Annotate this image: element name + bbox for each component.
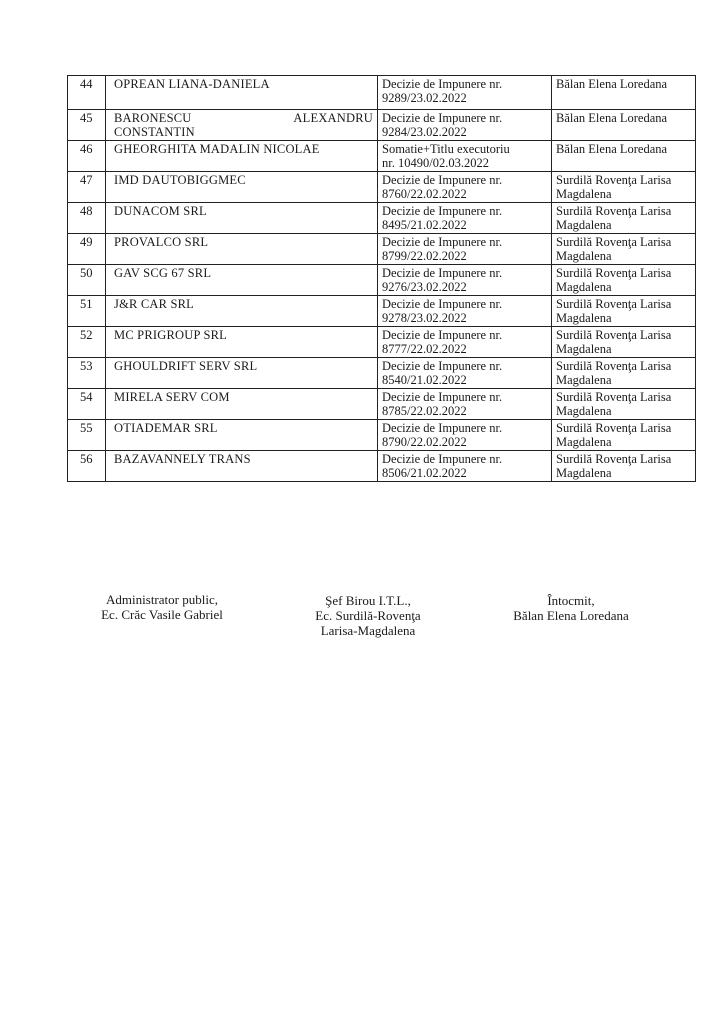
signature-name: Ec. Crăc Vasile Gabriel bbox=[101, 607, 223, 622]
document-reference-line: 8790/22.02.2022 bbox=[382, 435, 467, 449]
responsible-person bbox=[552, 141, 696, 172]
taxpayer-name: IMD DAUTOBIGGMEC bbox=[106, 172, 378, 203]
signature-administrator bbox=[82, 592, 242, 622]
responsible-person-line: Magdalena bbox=[556, 280, 612, 294]
taxpayer-name: GAV SCG 67 SRL bbox=[106, 265, 378, 296]
row-number: 54 bbox=[68, 389, 106, 420]
document-reference-line: Decizie de Impunere nr. bbox=[382, 173, 503, 187]
responsible-person-line: Surdilă Rovenţa Larisa bbox=[556, 452, 672, 466]
taxpayer-name: OTIADEMAR SRL bbox=[106, 420, 378, 451]
document-reference bbox=[378, 172, 552, 203]
table-row bbox=[68, 296, 696, 327]
taxpayers-table-body bbox=[68, 76, 696, 482]
responsible-person bbox=[552, 265, 696, 296]
table-row bbox=[68, 76, 696, 110]
table-row bbox=[68, 420, 696, 451]
row-number: 46 bbox=[68, 141, 106, 172]
taxpayer-name: MC PRIGROUP SRL bbox=[106, 327, 378, 358]
signature-title: Întocmit, bbox=[547, 593, 595, 608]
table-row bbox=[68, 203, 696, 234]
responsible-person bbox=[552, 451, 696, 482]
document-reference-line: 8506/21.02.2022 bbox=[382, 466, 467, 480]
responsible-person-line: Surdilă Rovenţa Larisa bbox=[556, 359, 672, 373]
table-row bbox=[68, 265, 696, 296]
responsible-person bbox=[552, 358, 696, 389]
document-reference-line: Somatie+Titlu executoriu bbox=[382, 142, 510, 156]
taxpayer-name: PROVALCO SRL bbox=[106, 234, 378, 265]
taxpayer-name: OPREAN LIANA-DANIELA bbox=[106, 76, 378, 110]
row-number: 52 bbox=[68, 327, 106, 358]
document-reference bbox=[378, 451, 552, 482]
document-reference-line: 8540/21.02.2022 bbox=[382, 373, 467, 387]
signature-name: Ec. Surdilă-Rovenţa bbox=[315, 608, 421, 623]
document-reference bbox=[378, 265, 552, 296]
row-number: 44 bbox=[68, 76, 106, 110]
responsible-person-line: Surdilă Rovenţa Larisa bbox=[556, 328, 672, 342]
responsible-person bbox=[552, 389, 696, 420]
responsible-person-line: Bălan Elena Loredana bbox=[556, 77, 668, 91]
table-row bbox=[68, 389, 696, 420]
document-reference-line: 9284/23.02.2022 bbox=[382, 125, 467, 139]
responsible-person bbox=[552, 172, 696, 203]
responsible-person bbox=[552, 110, 696, 141]
row-number: 47 bbox=[68, 172, 106, 203]
document-reference bbox=[378, 296, 552, 327]
document-reference bbox=[378, 358, 552, 389]
signature-prepared-by bbox=[496, 593, 646, 623]
table-row bbox=[68, 110, 696, 141]
document-reference-line: Decizie de Impunere nr. bbox=[382, 297, 503, 311]
taxpayer-name: MIRELA SERV COM bbox=[106, 389, 378, 420]
responsible-person-line: Surdilă Rovenţa Larisa bbox=[556, 421, 672, 435]
responsible-person-line: Bălan Elena Loredana bbox=[556, 111, 668, 125]
responsible-person bbox=[552, 203, 696, 234]
document-reference-line: Decizie de Impunere nr. bbox=[382, 390, 503, 404]
responsible-person-line: Surdilă Rovenţa Larisa bbox=[556, 204, 672, 218]
responsible-person bbox=[552, 420, 696, 451]
responsible-person bbox=[552, 327, 696, 358]
document-reference-line: nr. 10490/02.03.2022 bbox=[382, 156, 489, 170]
document-reference-line: Decizie de Impunere nr. bbox=[382, 359, 503, 373]
responsible-person-line: Surdilă Rovenţa Larisa bbox=[556, 266, 672, 280]
table-row bbox=[68, 172, 696, 203]
taxpayer-name: GHEORGHITA MADALIN NICOLAE bbox=[106, 141, 378, 172]
row-number: 55 bbox=[68, 420, 106, 451]
taxpayer-name-part: ALEXANDRU bbox=[293, 111, 373, 125]
taxpayers-table bbox=[67, 75, 696, 482]
document-reference bbox=[378, 420, 552, 451]
taxpayer-name-part: CONSTANTIN bbox=[114, 125, 195, 139]
responsible-person-line: Surdilă Rovenţa Larisa bbox=[556, 173, 672, 187]
responsible-person-line: Surdilă Rovenţa Larisa bbox=[556, 390, 672, 404]
document-reference bbox=[378, 389, 552, 420]
responsible-person-line: Bălan Elena Loredana bbox=[556, 142, 668, 156]
taxpayer-name: J&R CAR SRL bbox=[106, 296, 378, 327]
row-number: 50 bbox=[68, 265, 106, 296]
document-reference-line: Decizie de Impunere nr. bbox=[382, 235, 503, 249]
document-reference-line: Decizie de Impunere nr. bbox=[382, 77, 503, 91]
row-number: 48 bbox=[68, 203, 106, 234]
signature-title: Administrator public, bbox=[106, 592, 218, 607]
table-row bbox=[68, 327, 696, 358]
document-reference bbox=[378, 76, 552, 110]
responsible-person-line: Surdilă Rovenţa Larisa bbox=[556, 235, 672, 249]
table-row bbox=[68, 358, 696, 389]
taxpayer-name-part: BARONESCU bbox=[114, 111, 192, 125]
document-reference-line: Decizie de Impunere nr. bbox=[382, 421, 503, 435]
responsible-person-line: Magdalena bbox=[556, 249, 612, 263]
responsible-person bbox=[552, 76, 696, 110]
responsible-person-line: Magdalena bbox=[556, 404, 612, 418]
document-reference-line: Decizie de Impunere nr. bbox=[382, 328, 503, 342]
document-reference bbox=[378, 141, 552, 172]
document-reference-line: 8760/22.02.2022 bbox=[382, 187, 467, 201]
responsible-person-line: Surdilă Rovenţa Larisa bbox=[556, 297, 672, 311]
document-reference bbox=[378, 110, 552, 141]
row-number: 51 bbox=[68, 296, 106, 327]
document-reference-line: 8799/22.02.2022 bbox=[382, 249, 467, 263]
signature-name: Bălan Elena Loredana bbox=[513, 608, 629, 623]
document-reference bbox=[378, 234, 552, 265]
table-row bbox=[68, 451, 696, 482]
document-reference-line: Decizie de Impunere nr. bbox=[382, 204, 503, 218]
table-row bbox=[68, 234, 696, 265]
signature-title: Şef Birou I.T.L., bbox=[325, 593, 411, 608]
responsible-person-line: Magdalena bbox=[556, 218, 612, 232]
taxpayer-name: DUNACOM SRL bbox=[106, 203, 378, 234]
document-reference-line: 8785/22.02.2022 bbox=[382, 404, 467, 418]
responsible-person bbox=[552, 234, 696, 265]
row-number: 49 bbox=[68, 234, 106, 265]
taxpayer-name: BAZAVANNELY TRANS bbox=[106, 451, 378, 482]
document-reference bbox=[378, 203, 552, 234]
document-reference bbox=[378, 327, 552, 358]
document-reference-line: 9276/23.02.2022 bbox=[382, 280, 467, 294]
row-number: 53 bbox=[68, 358, 106, 389]
document-reference-line: Decizie de Impunere nr. bbox=[382, 111, 503, 125]
responsible-person-line: Magdalena bbox=[556, 311, 612, 325]
taxpayer-name: GHOULDRIFT SERV SRL bbox=[106, 358, 378, 389]
document-reference-line: Decizie de Impunere nr. bbox=[382, 266, 503, 280]
document-reference-line: 8777/22.02.2022 bbox=[382, 342, 467, 356]
taxpayer-name bbox=[106, 110, 378, 141]
responsible-person-line: Magdalena bbox=[556, 466, 612, 480]
responsible-person bbox=[552, 296, 696, 327]
responsible-person-line: Magdalena bbox=[556, 373, 612, 387]
responsible-person-line: Magdalena bbox=[556, 342, 612, 356]
document-reference-line: 8495/21.02.2022 bbox=[382, 218, 467, 232]
document-reference-line: 9289/23.02.2022 bbox=[382, 91, 467, 105]
signature-office-chief bbox=[288, 593, 448, 638]
responsible-person-line: Magdalena bbox=[556, 435, 612, 449]
row-number: 45 bbox=[68, 110, 106, 141]
row-number: 56 bbox=[68, 451, 106, 482]
document-reference-line: 9278/23.02.2022 bbox=[382, 311, 467, 325]
signature-name-line2: Larisa-Magdalena bbox=[320, 623, 416, 638]
table-row bbox=[68, 141, 696, 172]
responsible-person-line: Magdalena bbox=[556, 187, 612, 201]
document-reference-line: Decizie de Impunere nr. bbox=[382, 452, 503, 466]
